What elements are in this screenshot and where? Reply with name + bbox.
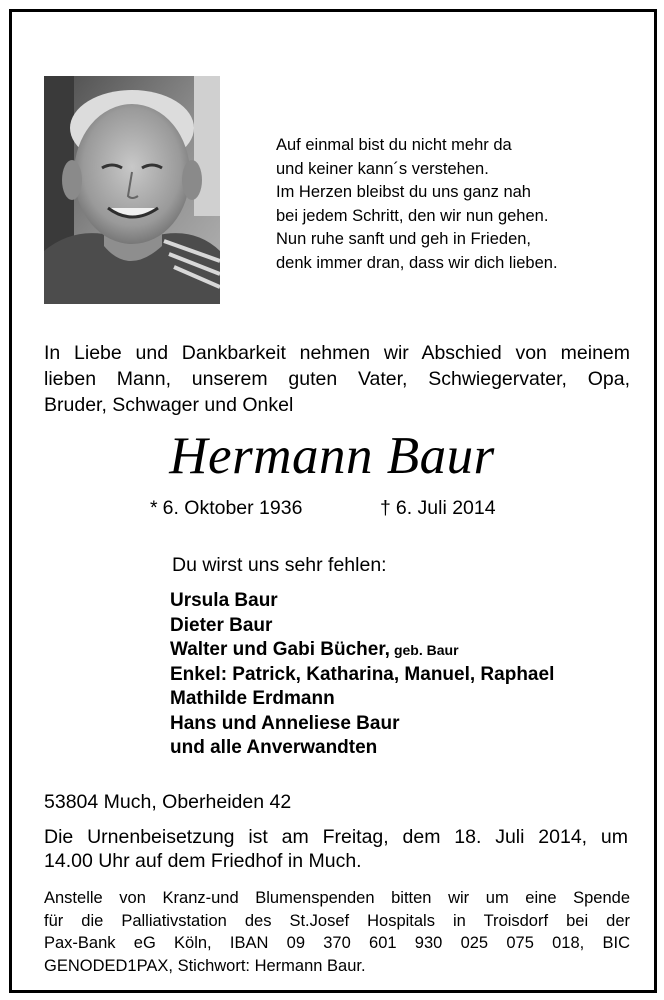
- portrait-photo: [44, 76, 220, 304]
- poem-line: denk immer dran, dass wir dich lieben.: [276, 253, 558, 272]
- poem-line: Auf einmal bist du nicht mehr da: [276, 136, 512, 154]
- mourner-line: Dieter Baur: [170, 614, 273, 636]
- mourner-line: Mathilde Erdmann: [170, 688, 335, 709]
- poem-line: und keiner kann´s verstehen.: [276, 159, 489, 178]
- birth-date-line: [150, 497, 302, 520]
- donation-line: für die Palliativstation des St.Josef Hospitals in Troisdorf bei der: [44, 911, 630, 930]
- farewell-intro: [44, 340, 630, 418]
- donation-line: Pax-Bank eG Köln, IBAN 09 370 601 930 025 075 018, BIC: [44, 934, 630, 952]
- death-cross-icon: †: [380, 497, 391, 519]
- mourners-list: [170, 589, 554, 761]
- mourner-line: und alle Anverwandten: [170, 737, 378, 758]
- birth-star-icon: *: [150, 497, 158, 519]
- mourner-line: Ursula Baur: [170, 590, 278, 611]
- deceased-name: Hermann Baur: [169, 427, 495, 485]
- mourner-line: Hans und Anneliese Baur: [170, 712, 400, 734]
- mourner-name: Walter und Gabi Bücher,: [170, 639, 390, 660]
- donation-request: [44, 887, 630, 977]
- maiden-name-note: geb. Baur: [393, 642, 459, 658]
- poem-line: bei jedem Schritt, den wir nun gehen.: [276, 206, 549, 225]
- poem-line: Nun ruhe sanft und geh in Frieden,: [276, 230, 532, 248]
- portrait-image: [44, 76, 220, 304]
- poem: [276, 134, 558, 275]
- mourner-line: Enkel: Patrick, Katharina, Manuel, Raphael: [170, 663, 555, 685]
- family-address: 53804 Much, Oberheiden 42: [44, 791, 292, 813]
- burial-line: 14.00 Uhr auf dem Friedhof in Much.: [44, 850, 362, 872]
- intro-line: lieben Mann, unserem guten Vater, Schwiegervater, Opa,: [44, 368, 630, 390]
- donation-line: Anstelle von Kranz-und Blumenspenden bitten wir um eine Spende: [44, 889, 630, 907]
- death-date-line: [380, 497, 496, 520]
- intro-line: Bruder, Schwager und Onkel: [44, 394, 294, 416]
- burial-line: Die Urnenbeisetzung ist am Freitag, dem 18. Juli 2014, um: [44, 826, 628, 848]
- intro-line: In Liebe und Dankbarkeit nehmen wir Abschied von meinem: [44, 342, 630, 364]
- burial-info: [44, 825, 628, 873]
- birth-date: 6. Oktober 1936: [162, 497, 303, 519]
- mourner-line: [170, 638, 554, 663]
- mourners-heading: Du wirst uns sehr fehlen:: [172, 554, 387, 576]
- poem-line: Im Herzen bleibst du uns ganz nah: [276, 183, 531, 201]
- death-date: 6. Juli 2014: [395, 497, 496, 519]
- donation-line: GENODED1PAX, Stichwort: Hermann Baur.: [44, 956, 366, 975]
